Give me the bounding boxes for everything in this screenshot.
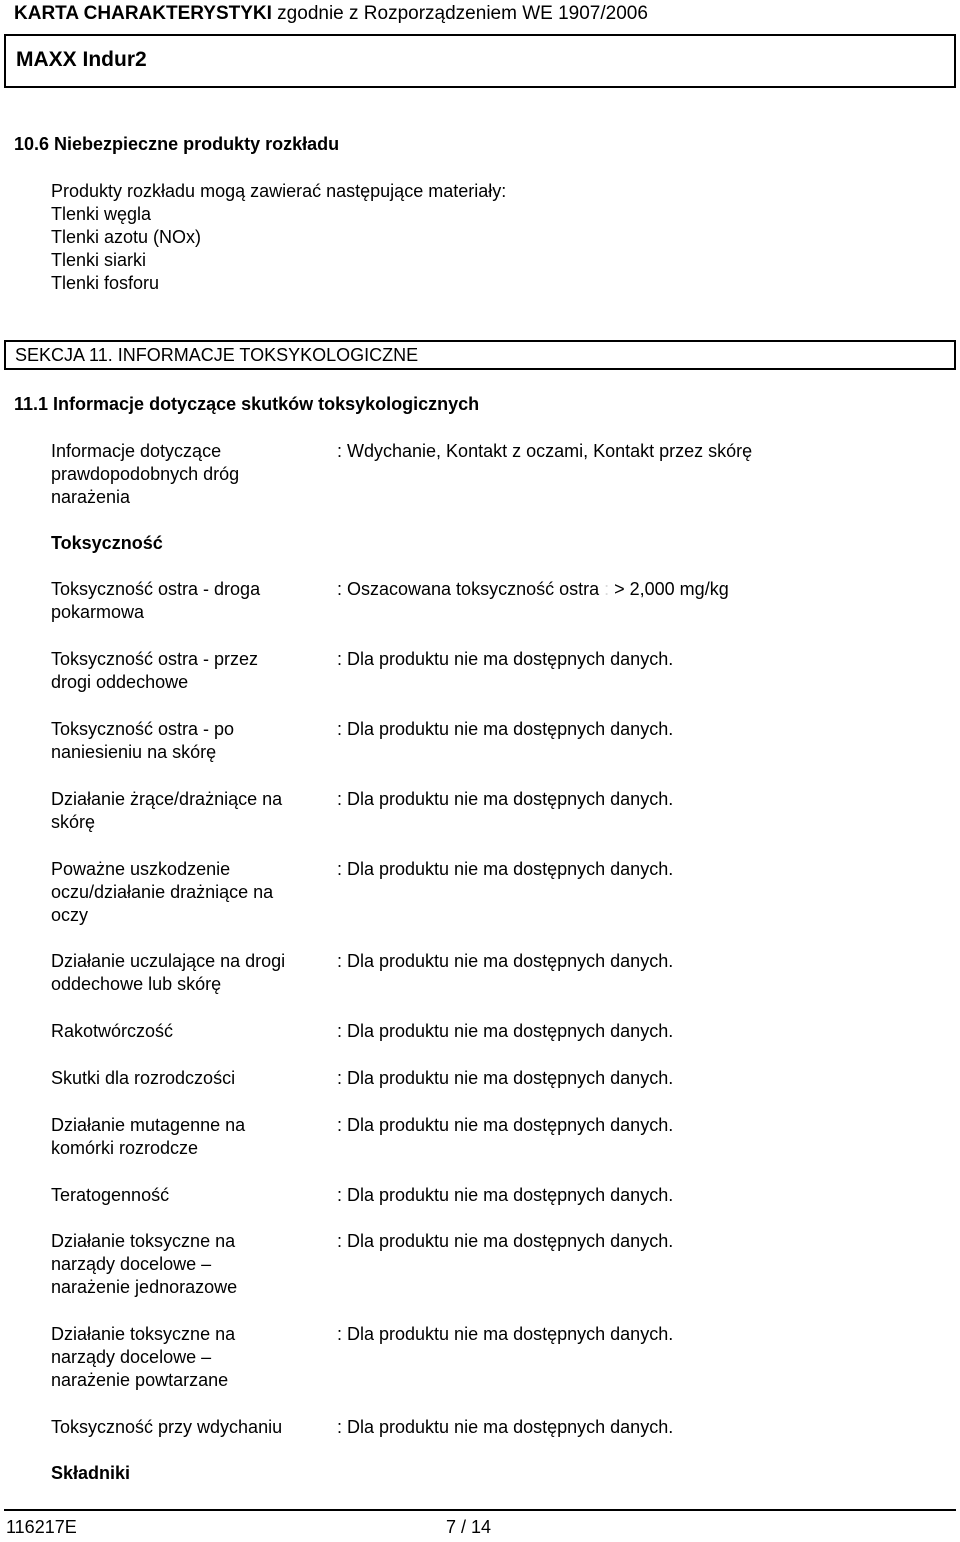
acute-dermal-toxicity-value: : Dla produktu nie ma dostępnych danych. xyxy=(337,719,674,739)
aspiration-toxicity-value: : Dla produktu nie ma dostępnych danych. xyxy=(337,1417,674,1437)
document-header-title xyxy=(14,2,648,26)
footer-page-number: 7 / 14 xyxy=(446,1517,492,1537)
teratogenicity-label: Teratogenność xyxy=(51,1185,170,1205)
acute-dermal-toxicity-label: Toksyczność ostra - po naniesieniu na skórę xyxy=(51,719,235,762)
section-11-1-heading: 11.1 Informacje dotyczące skutków toksykologicznych xyxy=(14,394,480,414)
germ-cell-mutagenicity-value: : Dla produktu nie ma dostępnych danych. xyxy=(337,1115,674,1135)
header-title-bold: KARTA CHARAKTERYSTYKI xyxy=(14,3,272,24)
sensitisation-value: : Dla produktu nie ma dostępnych danych. xyxy=(337,951,674,971)
section-11-title: SEKCJA 11. INFORMACJE TOKSYKOLOGICZNE xyxy=(15,345,419,365)
skin-corrosion-label: Działanie żrące/drażniące na skórę xyxy=(51,789,283,832)
stot-single-exposure-value: : Dla produktu nie ma dostępnych danych. xyxy=(337,1231,674,1251)
decomposition-item: Tlenki siarki xyxy=(51,250,147,270)
decomposition-intro: Produkty rozkładu mogą zawierać następujące materiały: xyxy=(51,181,507,201)
section-10-6-heading: 10.6 Niebezpieczne produkty rozkładu xyxy=(14,134,340,154)
acute-oral-toxicity-estimate: : Oszacowana toksyczność ostra xyxy=(337,579,600,599)
decomposition-item: Tlenki fosforu xyxy=(51,273,160,293)
stot-repeated-exposure-label: Działanie toksyczne na narządy docelowe – narażenie powtarzane xyxy=(51,1324,236,1390)
acute-oral-toxicity-value xyxy=(337,578,729,601)
reproductive-toxicity-value: : Dla produktu nie ma dostępnych danych. xyxy=(337,1068,674,1088)
acute-oral-toxicity-number: > 2,000 mg/kg xyxy=(614,579,729,599)
aspiration-toxicity-label: Toksyczność przy wdychaniu xyxy=(51,1417,283,1437)
stot-repeated-exposure-value: : Dla produktu nie ma dostępnych danych. xyxy=(337,1324,674,1344)
acute-inhalation-toxicity-label: Toksyczność ostra - przez drogi oddechowe xyxy=(51,649,259,692)
footer-divider xyxy=(4,1509,956,1511)
footer-document-code: 116217E xyxy=(6,1517,77,1537)
carcinogenicity-label: Rakotwórczość xyxy=(51,1021,174,1041)
header-title-regulation: zgodnie z Rozporządzeniem WE 1907/2006 xyxy=(271,3,648,24)
sensitisation-label: Działanie uczulające na drogi oddechowe lub skórę xyxy=(51,951,286,994)
stot-single-exposure-label: Działanie toksyczne na narządy docelowe – narażenie jednorazowe xyxy=(51,1231,238,1297)
teratogenicity-value: : Dla produktu nie ma dostępnych danych. xyxy=(337,1185,674,1205)
routes-of-exposure-value: : Wdychanie, Kontakt z oczami, Kontakt przez skórę xyxy=(337,441,753,461)
eye-damage-label: Poważne uszkodzenie oczu/działanie drażniące na oczy xyxy=(51,859,274,925)
acute-inhalation-toxicity-value: : Dla produktu nie ma dostępnych danych. xyxy=(337,649,674,669)
skin-corrosion-value: : Dla produktu nie ma dostępnych danych. xyxy=(337,789,674,809)
routes-of-exposure-label: Informacje dotyczące prawdopodobnych dróg narażenia xyxy=(51,441,240,507)
carcinogenicity-value: : Dla produktu nie ma dostępnych danych. xyxy=(337,1021,674,1041)
germ-cell-mutagenicity-label: Działanie mutagenne na komórki rozrodcze xyxy=(51,1115,246,1158)
eye-damage-value: : Dla produktu nie ma dostępnych danych. xyxy=(337,859,674,879)
decomposition-item: Tlenki węgla xyxy=(51,204,152,224)
components-heading: Składniki xyxy=(51,1463,131,1483)
product-name: MAXX Indur2 xyxy=(16,48,147,71)
reproductive-toxicity-label: Skutki dla rozrodczości xyxy=(51,1068,236,1088)
product-name-box xyxy=(4,34,956,88)
section-11-title-box xyxy=(4,340,956,370)
acute-oral-toxicity-separator: : xyxy=(599,579,615,599)
toxicity-heading: Toksyczność xyxy=(51,533,163,553)
decomposition-item: Tlenki azotu (NOx) xyxy=(51,227,202,247)
acute-oral-toxicity-label: Toksyczność ostra - droga pokarmowa xyxy=(51,579,261,622)
